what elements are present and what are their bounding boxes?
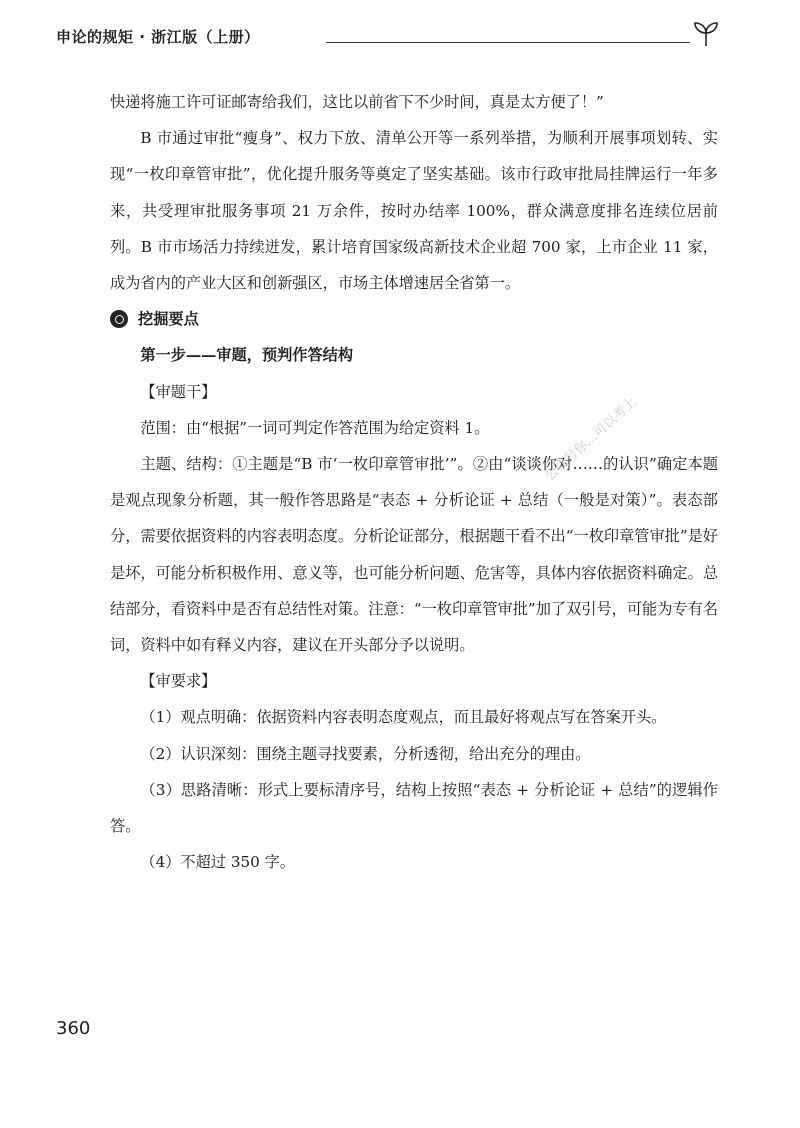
leaf-icon [688,16,724,52]
paragraph-scope: 范围：由“根据”一词可判定作答范围为给定资料 1。 [140,418,490,437]
paragraph-theme: 主题、结构：①主题是“B 市‘一枚印章管审批’”。②由“谈谈你对……的认识”确定本题是观点现象分析题，其一般作答思路是“表态 + 分析论证 + 总结（一般是对策）”。表态部分，需要依据资料的内容表明态度。分析论证部分，根据题干看不出“一枚印章管审批”是好是坏，可能分析积极作用、意义等，也可能分析问题、危害等，具体内容依据资料确定。总结部分，看资料中是否有总结性对策。注意：“一枚印章管审批”加了双引号，可能为专有名词，资料中如有释义内容，建议在开头部分予以说明。 [110,455,718,655]
section-heading [110,301,718,337]
subheading-tigan: 【审题干】 [140,382,217,401]
paragraph: B 市通过审批“瘦身”、权力下放、清单公开等一系列举措，为顺利开展事项划转、实现“一枚印章管审批”，优化提升服务等奠定了坚实基础。该市行政审批局挂牌运行一年多来，共受理审批服务事项 21 万余件，按时办结率 100%，群众满意度排名连续位居前列。B 市市场活力持续迸发，累计培育国家级高新技术企业超 700 家，上市企业 11 家，成为省内的产业大区和创新强区，市场主体增速居全省第一。 [110,129,718,293]
bullet-icon [110,310,128,328]
book-title: 申论的规矩 · 浙江版（上册） [56,28,260,46]
step-heading: 第一步——审题，预判作答结构 [140,346,354,365]
header-rule [326,42,690,43]
requirement-item: （2）认识深刻：围绕主题寻找要素，分析透彻，给出充分的理由。 [140,744,591,763]
paragraph: 快递将施工许可证邮寄给我们，这比以前省下不少时间，真是太方便了！” [110,93,604,111]
requirement-item: （3）思路清晰：形式上要标清序号，结构上按照“表态 + 分析论证 + 总结”的逻辑作答。 [110,780,718,836]
requirement-item: （4）不超过 350 字。 [140,853,296,872]
running-header [56,14,724,54]
subheading-yaoqiu: 【审要求】 [140,672,217,691]
watermark: 公众号你…可以考上 [542,394,640,485]
requirement-item: （1）观点明确：依据资料内容表明态度观点，而且最好将观点写在答案开头。 [140,708,667,727]
page-body [110,84,718,880]
section-heading-text: 挖掘要点 [138,310,199,329]
page-number: 360 [56,1018,91,1039]
